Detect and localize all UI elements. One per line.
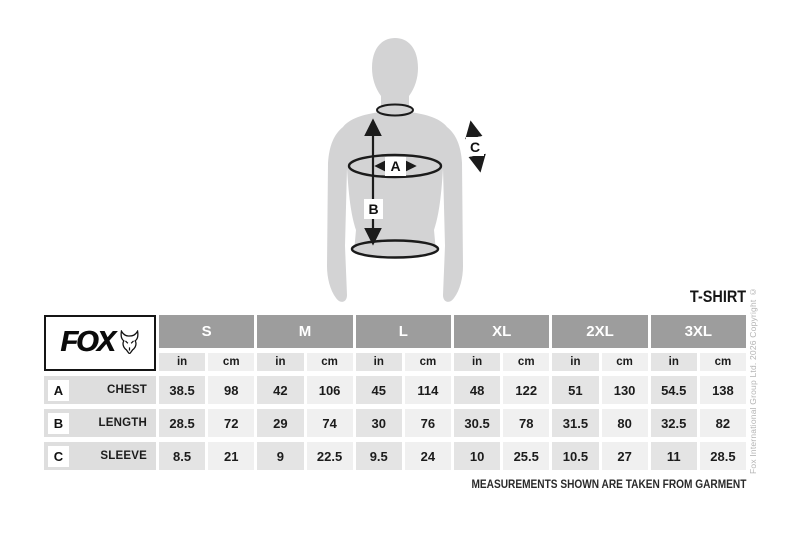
row-key-badge: A (48, 380, 69, 401)
unit-header-cm: cm (700, 353, 746, 371)
value-cell: 27 (602, 442, 648, 470)
unit-header-in: in (552, 353, 598, 371)
size-header-m: M (257, 315, 352, 348)
value-cell: 9.5 (356, 442, 402, 470)
value-cell: 32.5 (651, 409, 697, 437)
value-cell: 29 (257, 409, 303, 437)
marker-b-label: B (368, 201, 379, 217)
row-key-badge: B (48, 413, 69, 434)
measurement-note: MEASUREMENTS SHOWN ARE TAKEN FROM GARMENT (471, 479, 746, 491)
size-header-3xl: 3XL (651, 315, 746, 348)
value-cell: 8.5 (159, 442, 205, 470)
unit-header-cm: cm (602, 353, 648, 371)
row-label-text: CHEST (107, 384, 147, 396)
row-label-sleeve (44, 442, 156, 470)
row-label-text: LENGTH (98, 417, 147, 429)
value-cell: 45 (356, 376, 402, 404)
marker-a-label: A (390, 158, 401, 174)
unit-header-cm: cm (307, 353, 353, 371)
unit-header-cm: cm (503, 353, 549, 371)
value-cell: 74 (307, 409, 353, 437)
value-cell: 122 (503, 376, 549, 404)
unit-header-cm: cm (405, 353, 451, 371)
neck-ellipse (377, 105, 413, 116)
unit-header-in: in (356, 353, 402, 371)
value-cell: 28.5 (700, 442, 746, 470)
value-cell: 80 (602, 409, 648, 437)
row-label-chest (44, 376, 156, 404)
unit-header-in: in (159, 353, 205, 371)
value-cell: 30 (356, 409, 402, 437)
value-cell: 130 (602, 376, 648, 404)
value-cell: 72 (208, 409, 254, 437)
value-cell: 42 (257, 376, 303, 404)
value-cell: 51 (552, 376, 598, 404)
value-cell: 82 (700, 409, 746, 437)
marker-c-label: C (469, 139, 481, 155)
size-header-l: L (356, 315, 451, 348)
value-cell: 48 (454, 376, 500, 404)
value-cell: 138 (700, 376, 746, 404)
value-cell: 10 (454, 442, 500, 470)
size-header-s: S (159, 315, 254, 348)
value-cell: 10.5 (552, 442, 598, 470)
value-cell: 22.5 (307, 442, 353, 470)
row-label-length (44, 409, 156, 437)
value-cell: 106 (307, 376, 353, 404)
torso-measurement-diagram (283, 16, 523, 308)
value-cell: 78 (503, 409, 549, 437)
value-cell: 54.5 (651, 376, 697, 404)
value-cell: 9 (257, 442, 303, 470)
value-cell: 25.5 (503, 442, 549, 470)
size-table (44, 315, 746, 470)
value-cell: 114 (405, 376, 451, 404)
value-cell: 24 (405, 442, 451, 470)
size-header-2xl: 2XL (552, 315, 647, 348)
page-title: T-SHIRT (689, 287, 746, 306)
unit-header-in: in (651, 353, 697, 371)
size-header-xl: XL (454, 315, 549, 348)
value-cell: 31.5 (552, 409, 598, 437)
row-key-badge: C (48, 446, 69, 467)
value-cell: 30.5 (454, 409, 500, 437)
value-cell: 76 (405, 409, 451, 437)
fox-head-icon (119, 330, 140, 355)
fox-logo (44, 315, 156, 371)
unit-header-in: in (257, 353, 303, 371)
value-cell: 38.5 (159, 376, 205, 404)
value-cell: 28.5 (159, 409, 205, 437)
value-cell: 11 (651, 442, 697, 470)
unit-header-cm: cm (208, 353, 254, 371)
value-cell: 21 (208, 442, 254, 470)
row-label-text: SLEEVE (100, 450, 147, 462)
fox-logo-text: FOX (60, 325, 114, 358)
value-cell: 98 (208, 376, 254, 404)
unit-header-in: in (454, 353, 500, 371)
copyright-text: Fox International Group Ltd. 2026 Copyright © (748, 286, 758, 474)
